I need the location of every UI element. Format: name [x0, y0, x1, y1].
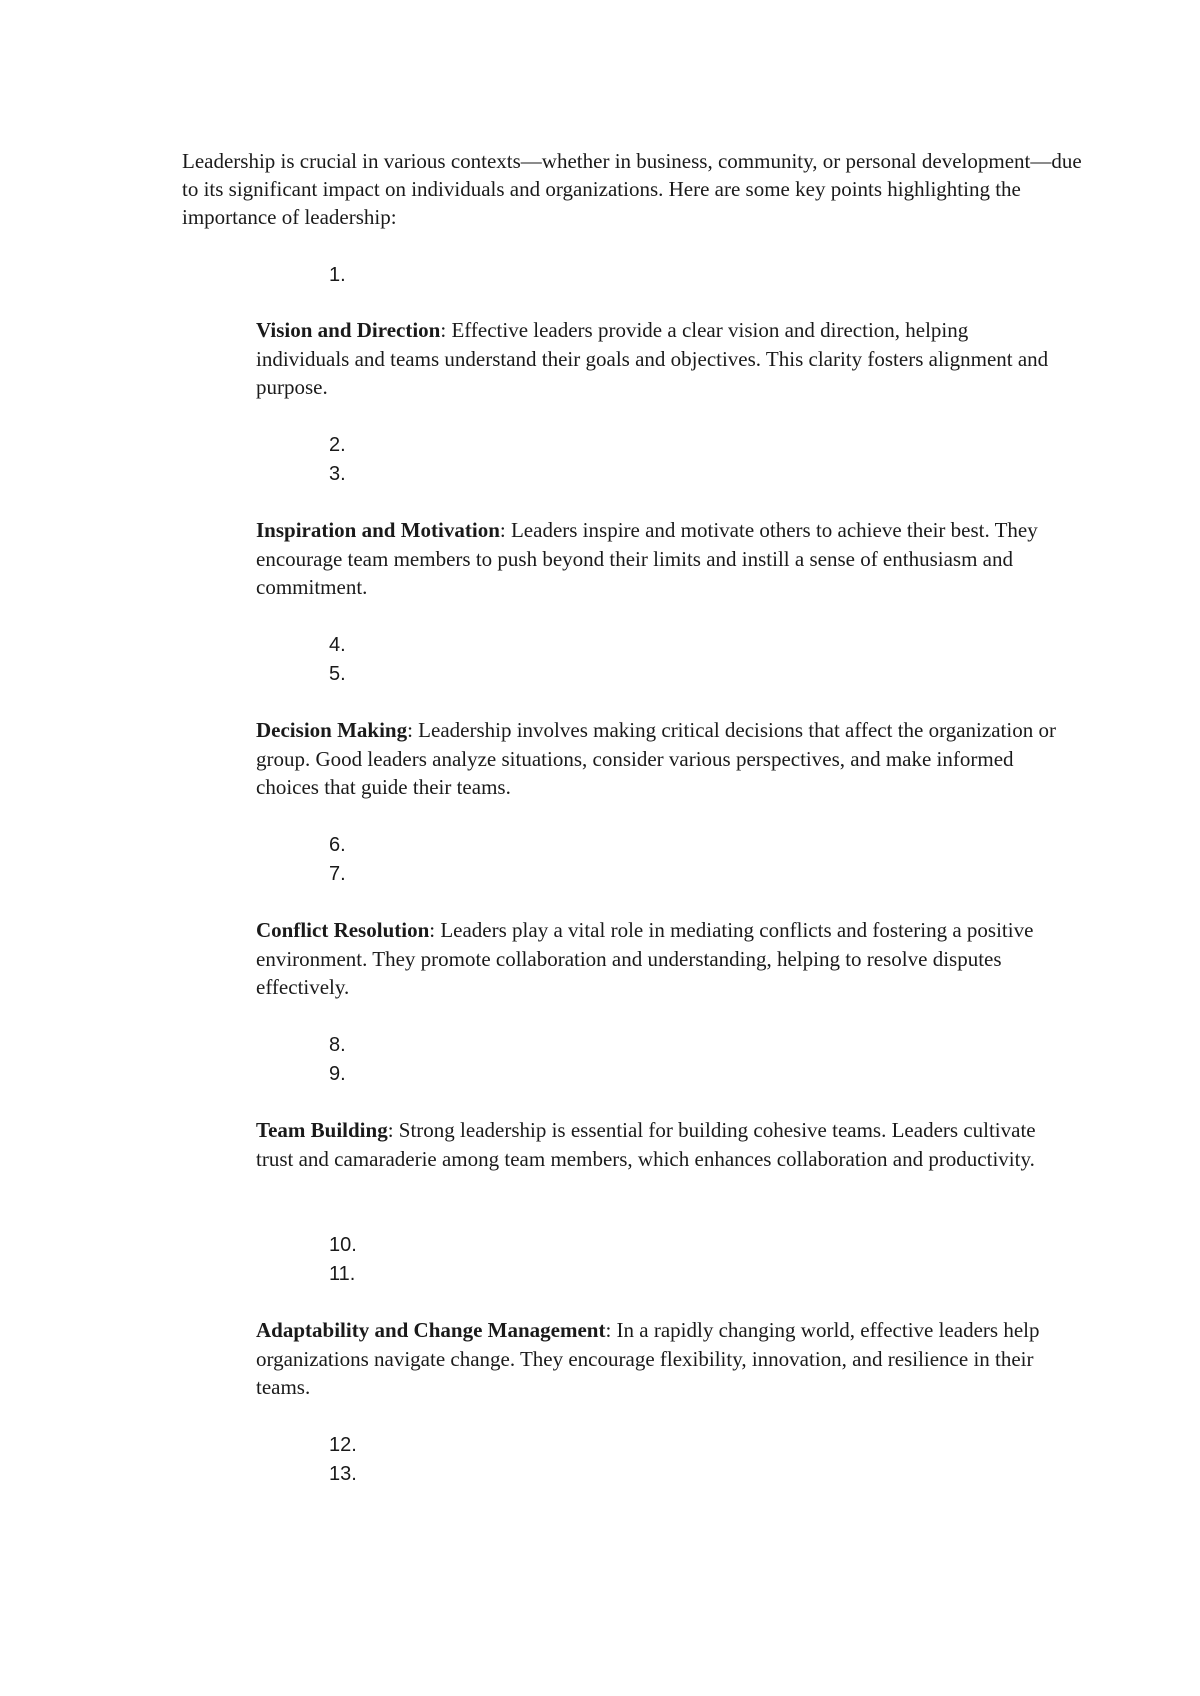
point-text: : Leaders play a vital role in mediating conflicts and fostering a positive environment. They promote collaboration and understanding, helping to resolve disputes effectively. [256, 918, 1034, 999]
point-text: : Leaders inspire and motivate others to achieve their best. They encourage team members to push beyond their limits and instill a sense of enthusiasm and commitment. [256, 518, 1038, 599]
point-text: : In a rapidly changing world, effective leaders help organizations navigate change. They encourage flexibility, innovation, and resilience in their teams. [256, 1318, 1040, 1399]
list-number: 2. [329, 434, 346, 456]
point-title: Inspiration and Motivation [256, 518, 500, 542]
point-vision-and-direction [256, 316, 1056, 402]
point-adaptability-and-change-management [256, 1316, 1056, 1402]
list-number: 9. [329, 1063, 346, 1085]
point-text: : Effective leaders provide a clear vision and direction, helping individuals and teams understand their goals and objectives. This clarity fosters alignment and purpose. [256, 318, 1049, 399]
point-title: Vision and Direction [256, 318, 441, 342]
point-title: Conflict Resolution [256, 918, 430, 942]
point-text: : Strong leadership is essential for building cohesive teams. Leaders cultivate trust and camaraderie among team members, which enhances collaboration and productivity. [256, 1118, 1036, 1171]
point-title: Team Building [256, 1118, 388, 1142]
intro-paragraph: Leadership is crucial in various contexts—whether in business, community, or personal development—due to its significant impact on individuals and organizations. Here are some key points highlighting the importance of leadership: [182, 149, 1082, 229]
list-number: 6. [329, 834, 346, 856]
point-inspiration-and-motivation [256, 516, 1056, 602]
list-number: 10. [329, 1234, 357, 1256]
list-number: 1. [329, 264, 346, 286]
point-team-building [256, 1116, 1056, 1173]
point-conflict-resolution [256, 916, 1056, 1002]
point-title: Adaptability and Change Management [256, 1318, 606, 1342]
point-text: : Leadership involves making critical decisions that affect the organization or group. Good leaders analyze situations, consider various perspectives, and make informed choices that guide their teams. [256, 718, 1056, 799]
point-decision-making [256, 716, 1056, 802]
list-number: 7. [329, 863, 346, 885]
list-number: 5. [329, 663, 346, 685]
list-number: 12. [329, 1434, 357, 1456]
list-number: 8. [329, 1034, 346, 1056]
list-number: 3. [329, 463, 346, 485]
list-number: 4. [329, 634, 346, 656]
list-number: 11. [329, 1263, 356, 1285]
list-number: 13. [329, 1463, 357, 1485]
point-title: Decision Making [256, 718, 408, 742]
